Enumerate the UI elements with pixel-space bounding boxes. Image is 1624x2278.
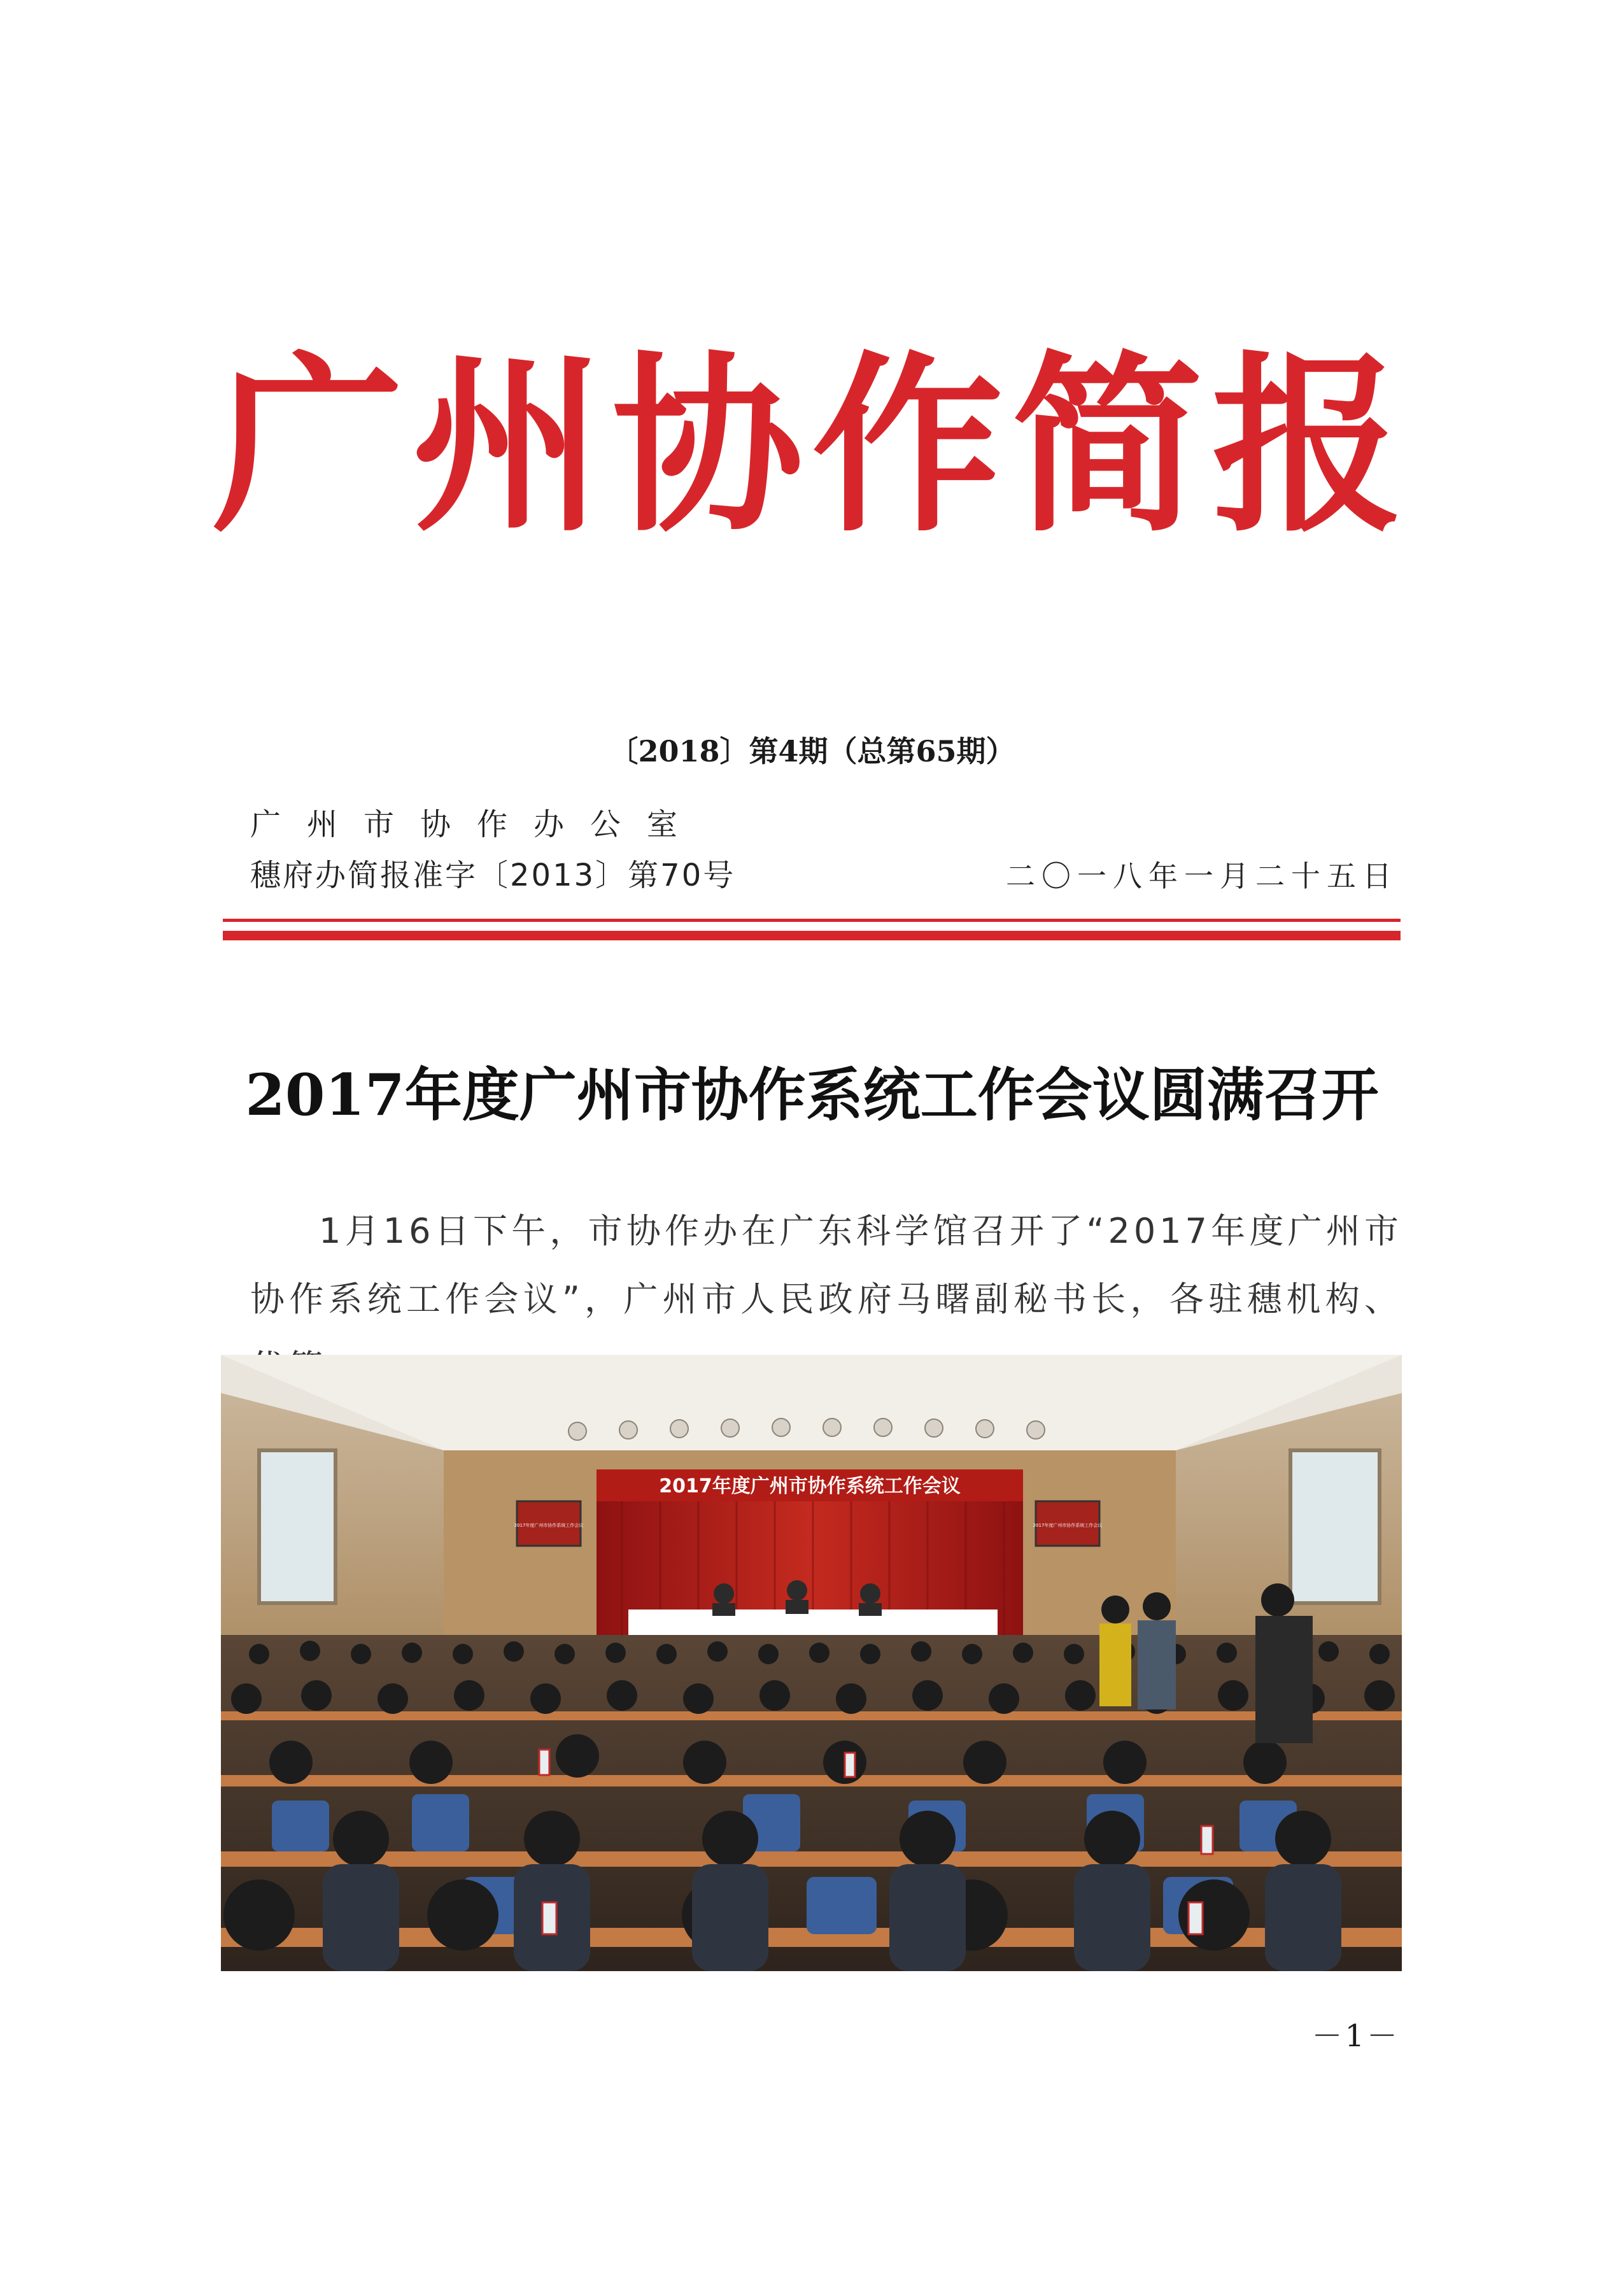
- stage-table: [628, 1609, 998, 1638]
- meeting-photo: [221, 1355, 1402, 1971]
- article-headline: 2017年度广州市协作系统工作会议圆满召开: [245, 1061, 1379, 1129]
- sender-office: 广州市协作办公室: [250, 807, 704, 842]
- screen-right-text: 2017年度广州市协作系统工作会议: [1033, 1523, 1103, 1528]
- article-body: 1月16日下午，市协作办在广东科学馆召开了“2017年度广州市协作系统工作会议”，广州市人民政府马曙副秘书长，各驻穗机构、: [250, 1211, 1402, 1319]
- sender-block: [250, 805, 735, 895]
- right-window: [1290, 1450, 1380, 1603]
- divider-thick: [223, 931, 1401, 940]
- banner-text: 2017年度广州市协作系统工作会议: [659, 1475, 961, 1497]
- publication-date: 二〇一八年一月二十五日: [1006, 859, 1398, 893]
- permit-number: 穗府办简报准字〔2013〕第70号: [250, 858, 736, 893]
- divider-thin: [223, 919, 1401, 922]
- left-window: [259, 1450, 335, 1603]
- masthead-title: 广州协作简报: [212, 333, 1412, 558]
- screen-left-text: 2017年度广州市协作系统工作会议: [514, 1523, 584, 1528]
- page-number: －1－: [1311, 2018, 1400, 2054]
- issue-number: 〔2018〕第4期（总第65期）: [609, 734, 1015, 768]
